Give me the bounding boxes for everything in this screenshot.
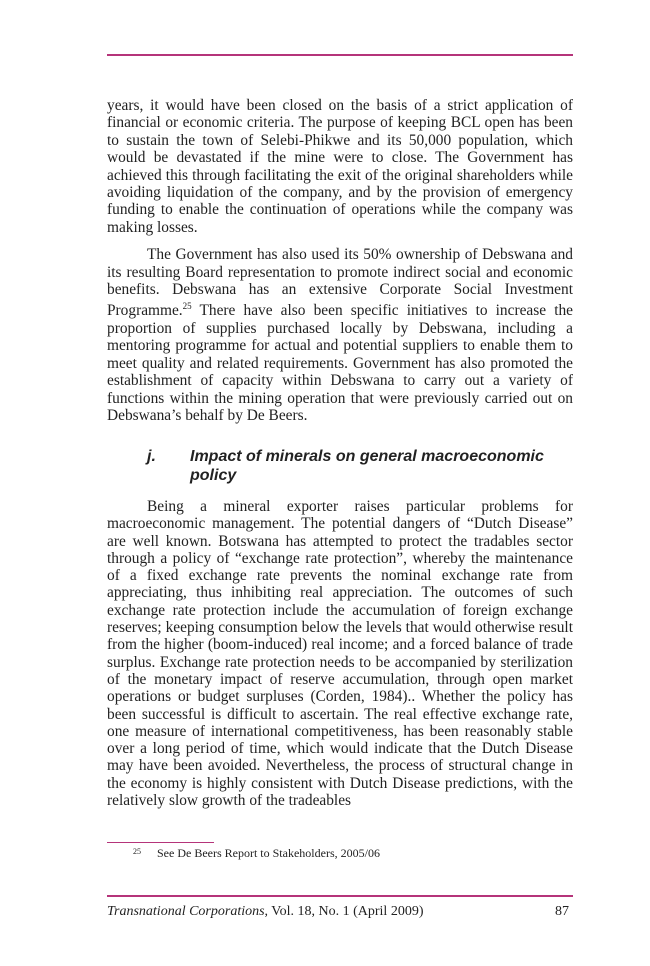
- journal-volume: , Vol. 18, No. 1 (April 2009): [264, 904, 424, 919]
- footnote: [133, 846, 380, 860]
- paragraph-debswana-part2: There have also been specific initiatives to increase the proportion of supplies purchased locally by Debswana, including a mentoring programme for actual and potential suppliers to enable them to meet quality and related requirements. Government has also promoted the establishment of capacity within Debswana to carry out a variety of functions within the mining operation that were previously carried out on Debswana’s behalf by De Beers.: [107, 302, 573, 425]
- journal-citation: [107, 904, 423, 920]
- footer-rule: [107, 895, 573, 897]
- footnote-ref[interactable]: 25: [182, 301, 192, 312]
- footnote-text: See De Beers Report to Stakeholders, 2005/06: [157, 846, 380, 860]
- paragraph-macroeconomic: Being a mineral exporter raises particular problems for macroeconomic management. The potential dangers of “Dutch Disease” are well known. Botswana has attempted to protect the tradables sector through a policy of “exchange rate protection”, whereby the maintenance of a fixed exchange rate prevents the nominal exchange rate from appreciating, thus inhibiting real appreciation. The outcomes of such exchange rate protection include the accumulation of foreign exchange reserves; keeping consumption below the levels that would otherwise result from the higher (boom-induced) real income; and a forced balance of trade surplus. Exchange rate protection needs to be accompanied by sterilization of the monetary impact of reserve accumulation, through open market operations or budget surpluses (Corden, 1984).. Whether the policy has been successful is difficult to ascertain. The real effective exchange rate, one measure of international competitiveness, has been reasonably stable over a long period of time, which would indicate that the Dutch Disease may have been avoided. Nevertheless, the process of structural change in the economy is highly consistent with Dutch Disease predictions, with the relatively slow growth of the tradeables: [107, 498, 573, 810]
- section-marker: j.: [147, 448, 156, 465]
- paragraph-continued: years, it would have been closed on the basis of a strict application of financial or economic criteria. The purpose of keeping BCL open has been to sustain the town of Selebi-Phikwe and its 50,000 population, which would be devastated if the mine were to close. The Government has achieved this through facilitating the exit of the original shareholders while avoiding liquidation of the company, and by the provision of emergency funding to enable the continuation of operations while the company was making losses.: [107, 97, 573, 236]
- body-text-top: [107, 97, 573, 424]
- header-rule: [107, 54, 573, 56]
- paragraph-debswana: [107, 246, 573, 424]
- section-title: Impact of minerals on general macroeconomic policy: [190, 448, 544, 484]
- paragraph-debswana-part1: The Government has also used its 50% ownership of Debswana and its resulting Board representation to promote indirect social and economic benefits. Debswana has an extensive Corporate Social Investment Programme.: [107, 246, 573, 320]
- footnote-number: 25: [133, 847, 141, 856]
- footnote-rule: [107, 842, 214, 843]
- body-text-bottom: [107, 498, 573, 809]
- journal-title: Transnational Corporations: [107, 904, 265, 919]
- page-number: 87: [555, 904, 569, 919]
